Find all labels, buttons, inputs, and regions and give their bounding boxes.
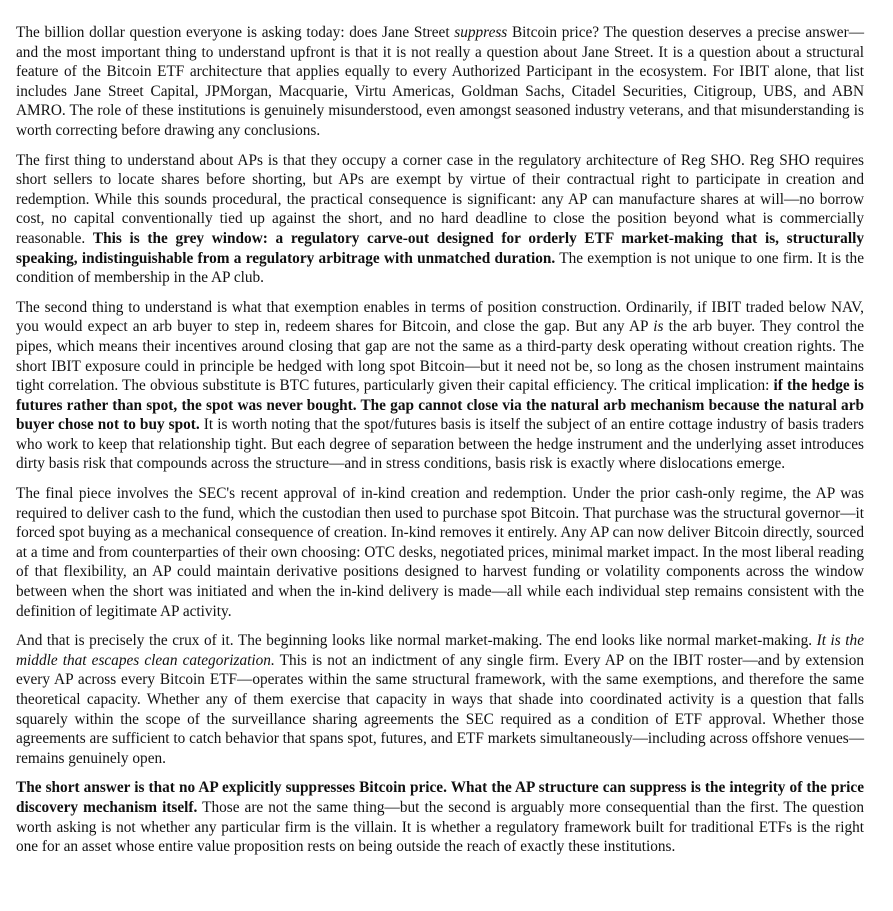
p3-bold: if the hedge is futures rather than spot, the spot was never bought. The gap cannot close via the natural arb mechanism because the natural arb buyer chose not to buy spot.: [16, 377, 865, 434]
p3-text-1: The second thing to understand is what that exemption enables in terms of position construction. Ordinarily, if IBIT traded below NAV, you would expect an arb buyer to step in, redeem shares for Bitcoin, and close the gap. But any AP: [16, 298, 864, 336]
paragraph-4: [16, 484, 864, 621]
paragraph-2: [16, 151, 864, 288]
p2-text-2: The exemption is not unique to one firm. It is the condition of membership in the AP club.: [16, 249, 864, 287]
p6-text-1: Those are not the same thing—but the second is arguably more consequential than the first. The question worth asking is not whether any particular firm is the villain. It is whether a regulatory framework built for traditional ETFs is the right one for an asset whose entire value proposition rests on being outside the reach of exactly these institutions.: [16, 798, 865, 856]
p3-text-3: It is worth noting that the spot/futures basis is itself the subject of an entire cottage industry of basis traders who work to keep that relationship tight. But each degree of separation between the hedge instrument and the underlying asset introduces dirty basis risk that compounds across the structure—and in stress conditions, basis risk is exactly where dislocations emerge.: [16, 416, 864, 473]
paragraph-1: [16, 23, 864, 141]
article-body: [16, 23, 864, 867]
p3-text-2: the arb buyer. They control the pipes, which means their incentives around closing that gap are not the same as a third-party desk operating without creation rights. The short IBIT exposure could in principle be hedged with long spot Bitcoin—but it need not be, so long as the chosen instrument maintains tight correlation. The obvious substitute is BTC futures, particularly given their capital efficiency. The critical implication:: [16, 318, 864, 395]
p2-bold: This is the grey window: a regulatory carve-out designed for orderly ETF market-making that is, structurally speaking, indistinguishable from a regulatory arbitrage with unmatched duration.: [16, 229, 864, 267]
p5-text-2: This is not an indictment of any single firm. Every AP on the IBIT roster—and by extension every AP across every Bitcoin ETF—operates within the same structural framework, with the same exemptions, and therefore the same theoretical capacity. Whether any of them exercise that capacity in ways that shade into coordinated activity is a question that falls squarely within the scope of the surveillance sharing agreements the SEC required as a condition of ETF approval. Whether those agreements are sufficient to catch behavior that spans spot, futures, and ETF markets simultaneously—including across offshore venues—remains genuinely open.: [16, 651, 864, 767]
p5-emphasis: It is the middle that escapes clean categorization.: [16, 632, 864, 669]
p6-bold: The short answer is that no AP explicitly suppresses Bitcoin price. What the AP structure can suppress is the integrity of the price discovery mechanism itself.: [16, 779, 864, 816]
p1-text-2: Bitcoin price? The question deserves a precise answer—and the most important thing to understand upfront is that it is not really a question about Jane Street. It is a question about a structural feature of the Bitcoin ETF architecture that applies equally to every Authorized Participant in the ecosystem. For IBIT alone, that list includes Jane Street Capital, JPMorgan, Macquarie, Virtu Americas, Goldman Sachs, Citadel Securities, Citigroup, UBS, and ABN AMRO. The role of these institutions is genuinely misunderstood, even amongst seasoned industry veterans, and that misunderstanding is worth correcting before drawing any conclusions.: [16, 24, 864, 139]
p4-text-1: The final piece involves the SEC's recent approval of in-kind creation and redemption. Under the prior cash-only regime, the AP was required to deliver cash to the fund, which the custodian then used to purchase spot Bitcoin. That purchase was the structural governor—it forced spot buying as a mechanical consequence of creation. In-kind removes it entirely. Any AP can now deliver Bitcoin directly, sourced at a time and from counterparties of their own choosing: OTC desks, negotiated prices, minimal market impact. In the most liberal reading of that flexibility, an AP could maintain derivative positions designed to harvest funding or volatility components across the window between when the short was initiated and when the in-kind delivery is made—all while each individual step remains consistent with the definition of legitimate AP activity.: [16, 485, 864, 620]
p1-emphasis: suppress: [454, 24, 508, 41]
p1-text-1: The billion dollar question everyone is asking today: does Jane Street: [16, 24, 455, 41]
paragraph-3: [16, 298, 864, 474]
p5-text-1: And that is precisely the crux of it. The beginning looks like normal market-making. The end looks like normal market-making.: [16, 632, 817, 650]
p3-emphasis: is: [653, 318, 664, 336]
paragraph-5: [16, 631, 864, 768]
p2-text-1: The first thing to understand about APs is that they occupy a corner case in the regulatory architecture of Reg SHO. Reg SHO requires short sellers to locate shares before shorting, but APs are exempt by virtue of their contractual right to participate in creation and redemption. While this sounds procedural, the practical consequence is significant: any AP can manufacture shares at will—no borrow cost, no capital conventionally tied up against the short, and no hard deadline to close the position beyond what is commercially reasonable.: [16, 151, 864, 247]
paragraph-6: [16, 778, 864, 856]
